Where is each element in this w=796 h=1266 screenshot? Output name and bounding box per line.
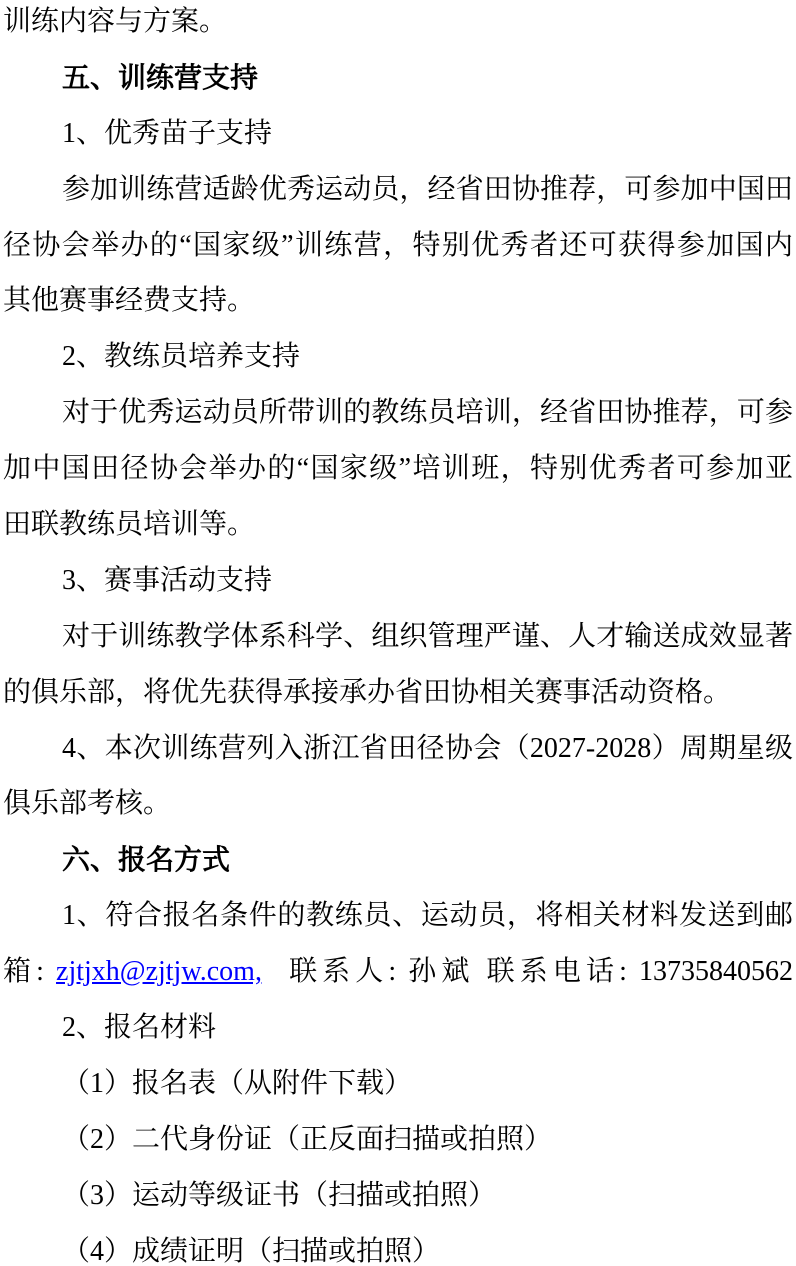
material-list-line: （2）二代身份证（正反面扫描或拍照） — [62, 1123, 553, 1155]
contact-prefix: 箱: — [3, 956, 57, 988]
contact-line — [3, 944, 793, 1000]
item-title-coach-support: 2、教练员培养支持 — [62, 341, 301, 373]
paragraph-line: 对于优秀运动员所带训的教练员培训，经省田协推荐，可参 — [62, 397, 793, 429]
paragraph-line: 加中国田径协会举办的“国家级”培训班，特别优秀者可参加亚 — [3, 453, 793, 485]
section-heading-five: 五、训练营支持 — [62, 61, 259, 93]
paragraph-line: 参加训练营适龄优秀运动员，经省田协推荐，可参加中国田 — [62, 173, 793, 205]
paragraph-line: 的俱乐部，将优先获得承接承办省田协相关赛事活动资格。 — [3, 676, 732, 708]
document-body — [3, 0, 793, 1266]
material-list-line: （3）运动等级证书（扫描或拍照） — [62, 1179, 497, 1211]
contact-rest: 联系人: 孙斌 联系电话: 13735840562 — [283, 956, 794, 988]
section-heading-six: 六、报名方式 — [62, 844, 231, 876]
paragraph-line: 4、本次训练营列入浙江省田径协会（2027-2028）周期星级 — [62, 732, 793, 764]
email-link[interactable]: zjtjxh@zjtjw.com, — [56, 956, 262, 988]
item-title-materials: 2、报名材料 — [62, 1012, 217, 1044]
paragraph-line: 其他赛事经费支持。 — [3, 285, 256, 317]
paragraph-line: 径协会举办的“国家级”训练营，特别优秀者还可获得参加国内 — [3, 229, 793, 261]
material-list-line: （1）报名表（从附件下载） — [62, 1067, 413, 1099]
material-list-line: （4）成绩证明（扫描或拍照） — [62, 1235, 441, 1266]
item-title-event-support: 3、赛事活动支持 — [62, 564, 273, 596]
body-continuation-line: 训练内容与方案。 — [3, 6, 228, 37]
paragraph-line: 1、符合报名条件的教练员、运动员，将相关材料发送到邮 — [62, 900, 793, 932]
item-title-seed-support: 1、优秀苗子支持 — [62, 117, 273, 149]
paragraph-line: 田联教练员培训等。 — [3, 509, 256, 541]
paragraph-line: 对于训练教学体系科学、组织管理严谨、人才输送成效显著 — [62, 620, 793, 652]
paragraph-line: 俱乐部考核。 — [3, 788, 172, 820]
